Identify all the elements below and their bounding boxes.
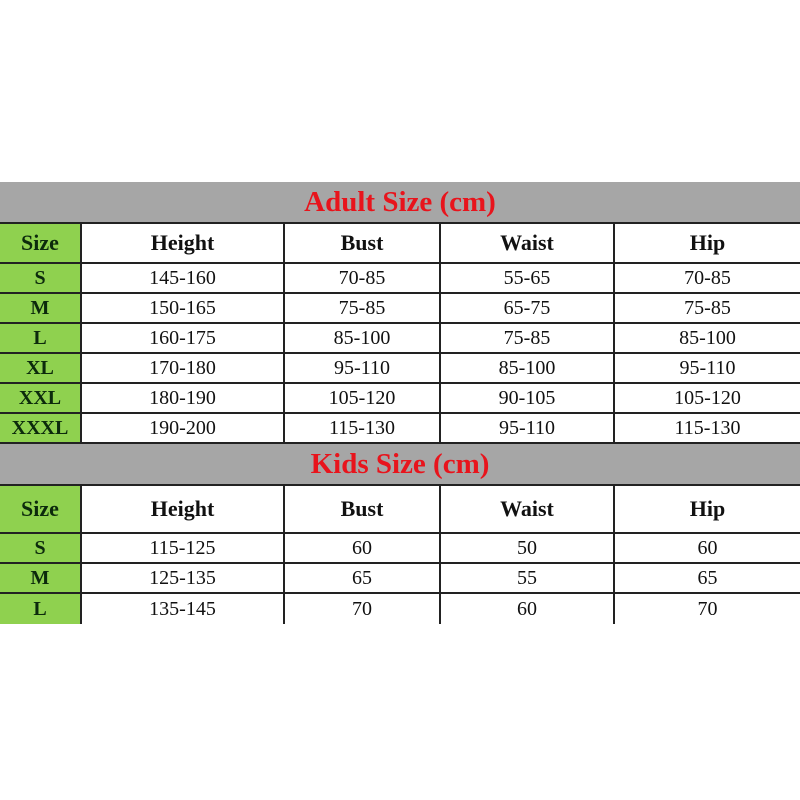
hip-value: 115-130 xyxy=(615,414,800,444)
waist-value: 55-65 xyxy=(441,264,615,294)
hip-value: 60 xyxy=(615,534,800,564)
header-hip: Hip xyxy=(615,486,800,534)
height-value: 125-135 xyxy=(82,564,285,594)
hip-value: 70-85 xyxy=(615,264,800,294)
bust-value: 105-120 xyxy=(285,384,441,414)
kids-header-row xyxy=(0,486,800,534)
size-label: XL xyxy=(0,354,82,384)
waist-value: 95-110 xyxy=(441,414,615,444)
hip-value: 70 xyxy=(615,594,800,624)
table-row xyxy=(0,534,800,564)
waist-value: 55 xyxy=(441,564,615,594)
size-label: M xyxy=(0,564,82,594)
adult-header-row xyxy=(0,224,800,264)
waist-value: 90-105 xyxy=(441,384,615,414)
adult-size-table xyxy=(0,182,800,444)
height-value: 180-190 xyxy=(82,384,285,414)
height-value: 135-145 xyxy=(82,594,285,624)
size-label: L xyxy=(0,594,82,624)
height-value: 170-180 xyxy=(82,354,285,384)
bust-value: 65 xyxy=(285,564,441,594)
height-value: 115-125 xyxy=(82,534,285,564)
kids-title-band xyxy=(0,444,800,486)
hip-value: 75-85 xyxy=(615,294,800,324)
waist-value: 65-75 xyxy=(441,294,615,324)
table-row xyxy=(0,564,800,594)
table-row xyxy=(0,324,800,354)
bust-value: 115-130 xyxy=(285,414,441,444)
table-row xyxy=(0,354,800,384)
waist-value: 85-100 xyxy=(441,354,615,384)
bust-value: 75-85 xyxy=(285,294,441,324)
waist-value: 75-85 xyxy=(441,324,615,354)
header-size: Size xyxy=(0,224,82,264)
header-waist: Waist xyxy=(441,486,615,534)
height-value: 160-175 xyxy=(82,324,285,354)
adult-table-title: Adult Size (cm) xyxy=(304,186,496,218)
header-hip: Hip xyxy=(615,224,800,264)
table-row xyxy=(0,414,800,444)
size-chart xyxy=(0,182,800,624)
waist-value: 60 xyxy=(441,594,615,624)
size-label: S xyxy=(0,264,82,294)
size-label: S xyxy=(0,534,82,564)
header-waist: Waist xyxy=(441,224,615,264)
header-height: Height xyxy=(82,224,285,264)
table-row xyxy=(0,594,800,624)
hip-value: 85-100 xyxy=(615,324,800,354)
bust-value: 95-110 xyxy=(285,354,441,384)
table-row xyxy=(0,294,800,324)
hip-value: 65 xyxy=(615,564,800,594)
header-bust: Bust xyxy=(285,224,441,264)
bust-value: 60 xyxy=(285,534,441,564)
size-label: XXXL xyxy=(0,414,82,444)
bust-value: 70 xyxy=(285,594,441,624)
kids-size-table xyxy=(0,444,800,624)
header-size: Size xyxy=(0,486,82,534)
size-label: L xyxy=(0,324,82,354)
size-label: M xyxy=(0,294,82,324)
table-row xyxy=(0,384,800,414)
bust-value: 70-85 xyxy=(285,264,441,294)
height-value: 150-165 xyxy=(82,294,285,324)
header-height: Height xyxy=(82,486,285,534)
size-label: XXL xyxy=(0,384,82,414)
waist-value: 50 xyxy=(441,534,615,564)
header-bust: Bust xyxy=(285,486,441,534)
bust-value: 85-100 xyxy=(285,324,441,354)
table-row xyxy=(0,264,800,294)
hip-value: 95-110 xyxy=(615,354,800,384)
height-value: 190-200 xyxy=(82,414,285,444)
height-value: 145-160 xyxy=(82,264,285,294)
kids-table-title: Kids Size (cm) xyxy=(310,448,490,480)
hip-value: 105-120 xyxy=(615,384,800,414)
adult-title-band xyxy=(0,182,800,224)
